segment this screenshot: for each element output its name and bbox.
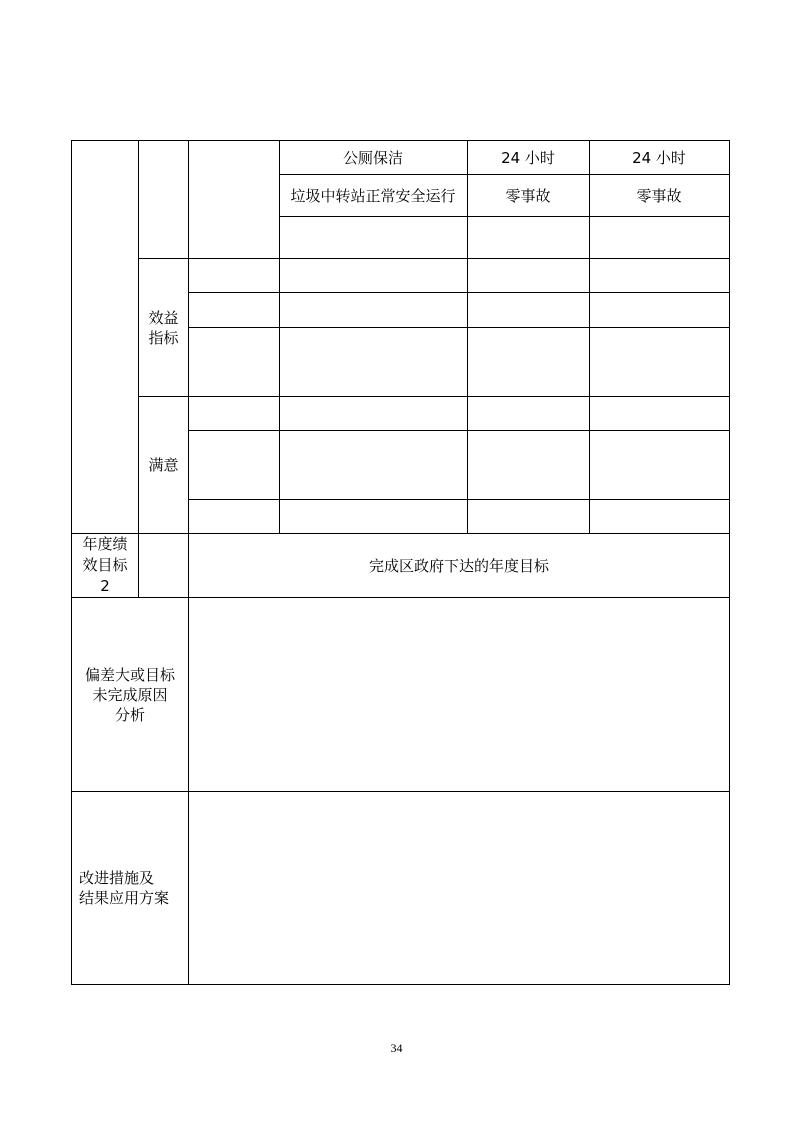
actual-text: 零事故 — [636, 186, 682, 205]
annual-target-cell — [467, 175, 589, 216]
table-border-bottom — [71, 984, 730, 985]
row-line — [138, 396, 730, 397]
deviation-analysis-label — [72, 598, 188, 791]
performance-table — [71, 140, 730, 985]
annual-goal-2-content-text: 完成区政府下达的年度目标 — [368, 556, 549, 575]
indicator-cell — [279, 141, 467, 174]
col-line — [279, 140, 280, 534]
indicator-text: 公厕保洁 — [342, 148, 403, 167]
improvement-measures-content — [189, 792, 729, 984]
annual-target-text: 24 小时 — [501, 148, 555, 167]
benefit-indicator-label — [139, 259, 188, 396]
actual-cell — [589, 175, 729, 216]
indicator-text: 垃圾中转站正常安全运行 — [290, 186, 456, 205]
annual-goal-2-label — [72, 534, 138, 597]
deviation-analysis-content — [189, 598, 729, 791]
row-line — [138, 258, 730, 259]
deviation-analysis-text: 偏差大或目标 未完成原因 分析 — [84, 665, 175, 724]
row-line — [279, 216, 730, 217]
benefit-indicator-text: 效益 指标 — [148, 308, 179, 347]
indicator-cell — [285, 175, 461, 216]
row-line — [188, 327, 730, 328]
annual-goal-2-text: 年度绩 效目标 2 — [82, 535, 128, 595]
row-line — [188, 430, 730, 431]
satisfaction-label — [139, 397, 188, 533]
actual-cell — [589, 141, 729, 174]
annual-goal-2-content — [189, 534, 729, 597]
annual-target-cell — [467, 141, 589, 174]
satisfaction-text: 满意 — [148, 456, 179, 474]
actual-text: 24 小时 — [632, 148, 686, 167]
row-line — [188, 292, 730, 293]
row-line — [188, 499, 730, 500]
annual-target-text: 零事故 — [505, 186, 551, 205]
improvement-measures-label — [72, 792, 188, 984]
table-border-right — [729, 140, 730, 985]
page-number: 34 — [390, 1041, 403, 1055]
improvement-measures-text: 改进措施及 结果应用方案 — [79, 869, 170, 907]
